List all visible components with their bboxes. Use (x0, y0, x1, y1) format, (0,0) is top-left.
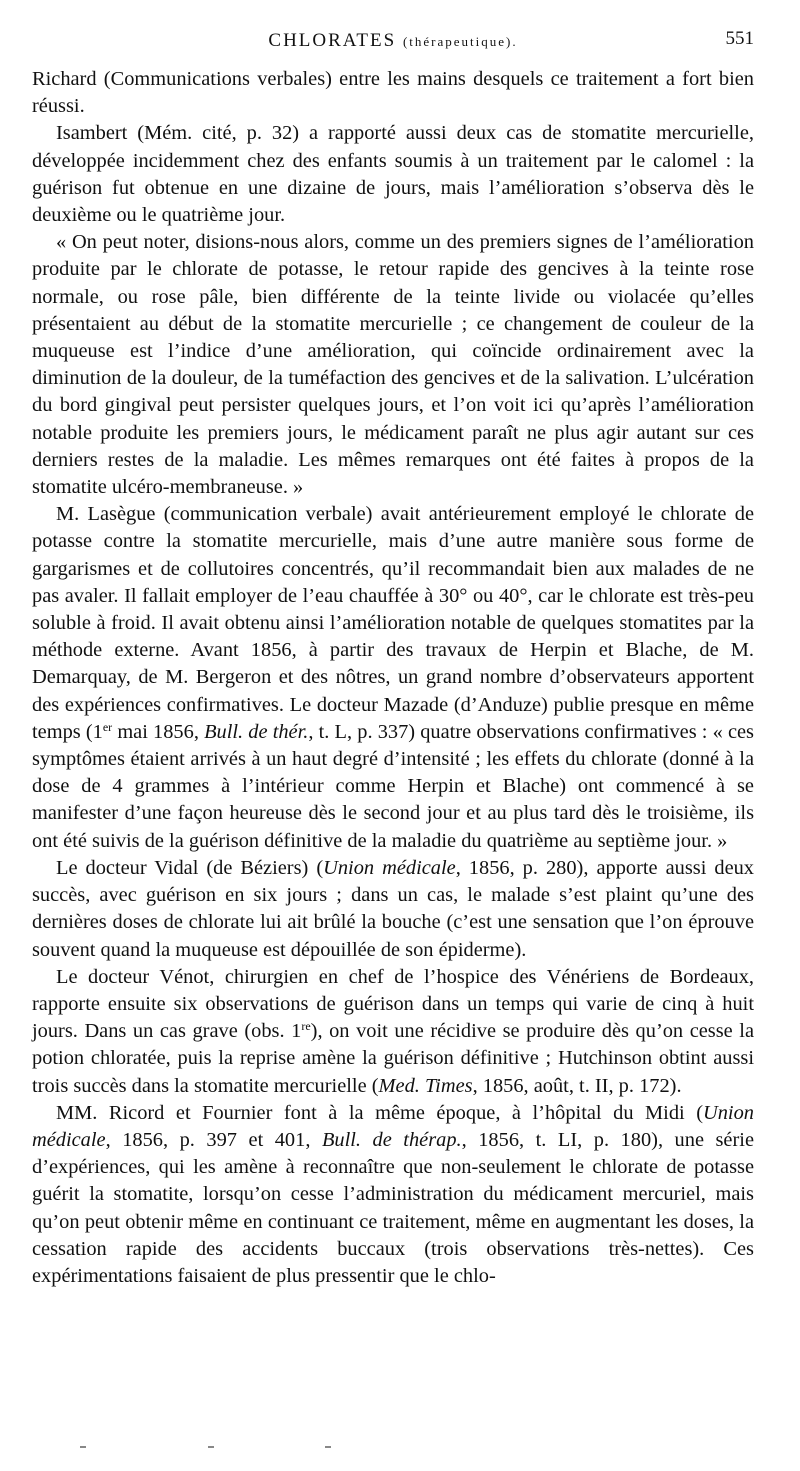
page-number: 551 (725, 28, 754, 49)
scan-mark (80, 1446, 86, 1448)
italic-citation: Union médicale (323, 856, 456, 879)
running-title-main: CHLORATES (268, 30, 397, 51)
paragraph (32, 229, 754, 501)
text-run: « On peut noter, disions-nous alors, comme un des premiers signes de l’amélioration produite par le chlorate de potasse, le retour rapide des gencives à la teinte rose normale, ou rose pâle, bien différente de la teinte livide ou violacée qu’elles présentaient au début de la stomatite mercurielle ; ce changement de couleur de la muqueuse est l’indice d’une amélioration, qui coïncide ordinairement avec la diminution de la douleur, de la tuméfaction des gencives et de la salivation. L’ulcération du bord gingival peut persister quelques jours, et l’on voit ici qu’après l’amélioration notable produite les premiers jours, le médicament paraît ne plus agir autant sur ces derniers restes de la maladie. Les mêmes remarques ont été faites à propos de la stomatite ulcéro-membraneuse. » (32, 231, 754, 499)
text-run: M. Lasègue (communication verbale) avait antérieurement employé le chlorate de potasse contre la stomatite mercurielle, mais d’une autre manière sous forme de gargarismes et de collutoires concentrés, qu’il recommandait bien aux malades de ne pas avaler. Il fallait employer de l’eau chauffée à 30° ou 40°, car le chlorate est très-peu soluble à froid. Il avait obtenu ainsi l’amélioration notable de quelques stomatites par la méthode externe. Avant 1856, à partir des travaux de Herpin et Blache, de M. Demarquay, de M. Bergeron et des nôtres, un grand nombre d’observateurs apportent des expériences confirmatives. Le docteur Mazade (d’Anduze) publie presque en même temps (1 (32, 503, 754, 743)
paragraph (32, 855, 754, 964)
text-run: , 1856, t. LI, p. 180), une série d’expériences, qui les amène à reconnaître que non-seulement le chlorate de potasse guérit la stomatite, lorsqu’on cesse l’administration du médicament mercuriel, mais qu’on peut obtenir même en continuant ce traitement, même en augmentant les doses, la cessation rapide des accidents buccaux (trois observations très-nettes). Ces expérimentations faisaient de plus pressentir que le chlo- (32, 1128, 754, 1287)
text-run: MM. Ricord et Fournier font à la même époque, à l’hôpital du Midi ( (56, 1101, 704, 1124)
scan-mark (325, 1446, 331, 1448)
italic-citation: Union médicale (32, 1101, 754, 1151)
paragraph (32, 501, 754, 855)
italic-citation: Bull. de thérap. (321, 1128, 462, 1151)
scan-mark (208, 1446, 214, 1448)
text-run: Le docteur Vidal (de Béziers) ( (56, 856, 324, 879)
text-run: , 1856, p. 280), apporte aussi deux succès, avec guérison en six jours ; dans un cas, le malade s’est plaint qu’une des dernières doses de chlorate lui ait brûlé la bouche (c’est une sensation que l’on éprouve souvent quand la muqueuse est dépouillée de son épiderme). (32, 856, 755, 961)
paragraph (32, 66, 754, 120)
text-run: mai 1856, (112, 720, 205, 743)
text-run: Richard (Communications verbales) entre les mains desquels ce traitement a fort bien réussi. (32, 68, 754, 118)
running-head (32, 20, 754, 60)
superscript: er (102, 719, 113, 734)
paragraph (32, 120, 754, 229)
text-run: , t. L, p. 337) quatre observations confirmatives : « ces symptômes étaient arrivés à un haut degré d’intensité ; les effets du chlorate (donné à la dose de 4 grammes à l’intérieur comme Herpin et Blache) ont commencé à se manifester d’une façon heureuse dès le second jour et au plus tard dès le troisième, ils ont été suivis de la guérison définitive de la maladie du quatrième au septième jour. » (32, 720, 754, 852)
running-title-sub: (thérapeutique). (402, 34, 518, 49)
text-run: , 1856, août, t. II, p. 172). (472, 1074, 682, 1097)
superscript: re (301, 1019, 311, 1034)
italic-citation: Med. Times (378, 1074, 473, 1097)
paragraph (32, 1100, 754, 1290)
paragraph (32, 964, 754, 1100)
text-run: ), on voit une récidive se produire dès qu’on cesse la potion chloratée, puis la reprise amène la guérison définitive ; Hutchinson obtint aussi trois succès dans la stomatite mercurielle ( (32, 1020, 754, 1097)
text-run: , 1856, p. 397 et 401, (105, 1128, 322, 1151)
running-title (32, 30, 754, 52)
italic-citation: Bull. de thér. (204, 720, 309, 743)
text-run: Le docteur Vénot, chirurgien en chef de l’hospice des Vénériens de Bordeaux, rapporte ensuite six observations de guérison dans un temps qui varie de cinq à huit jours. Dans un cas grave (obs. 1 (32, 965, 754, 1043)
scan-marks (0, 1446, 800, 1454)
body-text (32, 66, 754, 1290)
text-run: Isambert (Mém. cité, p. 32) a rapporté aussi deux cas de stomatite mercurielle, développée incidemment chez des enfants soumis à un traitement par le calomel : la guérison fut obtenue en une dizaine de jours, mais l’amélioration s’observa dès le deuxième ou le quatrième jour. (32, 122, 754, 227)
